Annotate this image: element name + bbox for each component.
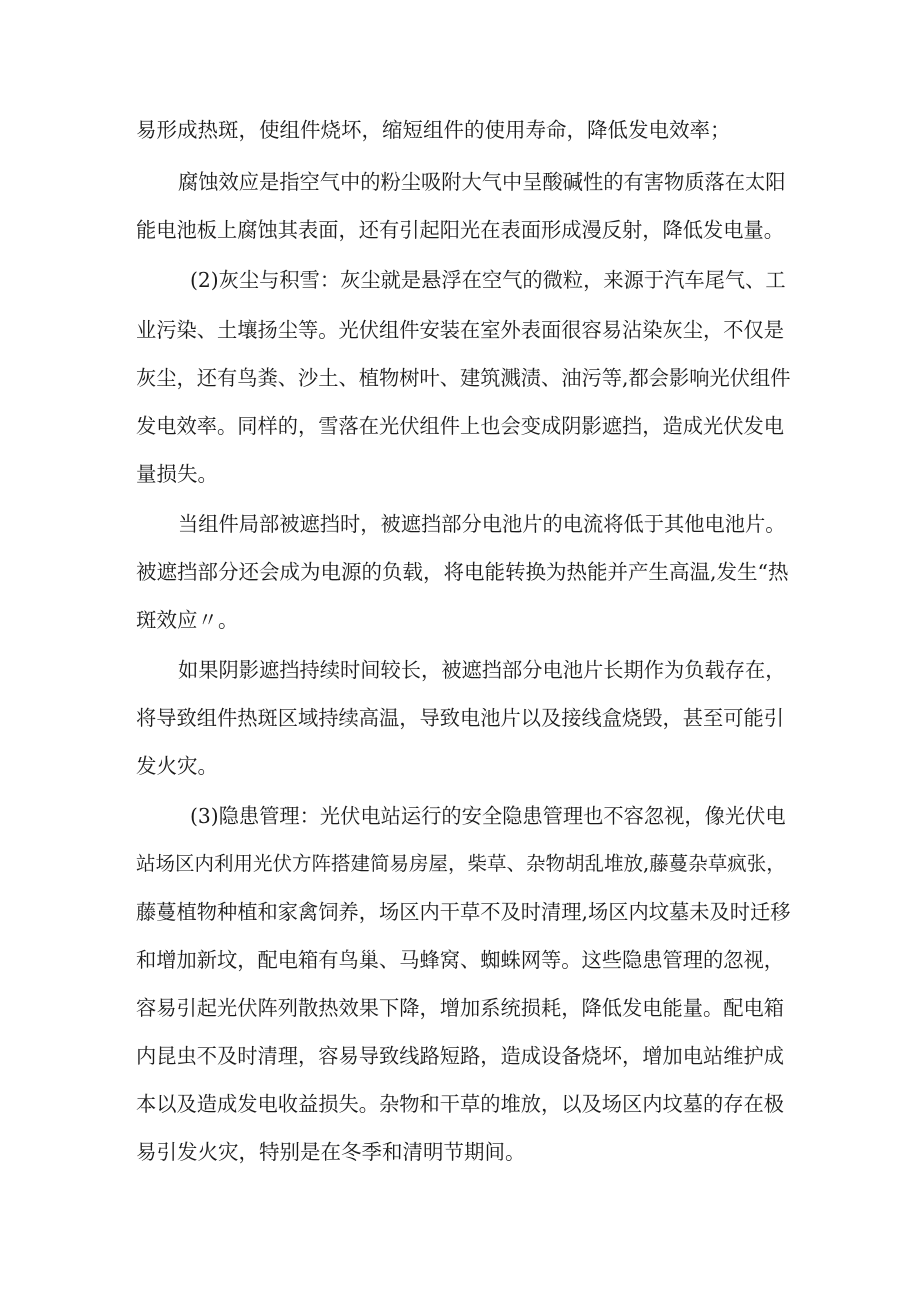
text-line: 容易引起光伏阵列散热效果下降，增加系统损耗，降低发电能量。配电箱 [136,996,785,1020]
text-line: 易引发火灾，特别是在冬季和清明节期间。 [136,1140,526,1164]
text-line: 站场区内利用光伏方阵搭建简易房屋，柴草、杂物胡乱堆放,藤蔓杂草疯张， [136,852,786,875]
text-line: 发火灾。 [136,754,218,778]
text-line: 将导致组件热斑区域持续高温，导致电池片以及接线盒烧毁，甚至可能引 [136,706,785,730]
text-line: 当组件局部被遮挡时，被遮挡部分电池片的电流将低于其他电池片。 [178,512,786,536]
text-line: 发电效率。同样的，雪落在光伏组件上也会变成阴影遮挡，造成光伏发电 [136,414,785,438]
text-line: (3)隐患管理：光伏电站运行的安全隐患管理也不容忽视，像光伏电 [190,804,786,828]
text-line: 如果阴影遮挡持续时间较长，被遮挡部分电池片长期作为负载存在， [178,658,786,682]
text-line: 本以及造成发电收益损失。杂物和干草的堆放，以及场区内坟墓的存在极 [136,1092,785,1116]
text-line: 腐蚀效应是指空气中的粉尘吸附大气中呈酸碱性的有害物质落在太阳 [178,170,786,194]
text-line: 斑效应〃。 [136,608,239,632]
text-line: 业污染、土壤扬尘等。光伏组件安装在室外表面很容易沾染灰尘，不仅是 [136,318,785,342]
text-line: 灰尘，还有鸟粪、沙土、植物树叶、建筑溅渍、油污等,都会影响光伏组件 [136,366,791,390]
text-line: 量损失。 [136,462,218,486]
text-line: 被遮挡部分还会成为电源的负载，将电能转换为热能并产生高温,发生“热 [136,560,789,584]
text-line: 能电池板上腐蚀其表面，还有引起阳光在表面形成漫反射，降低发电量。 [136,218,785,242]
text-line: 藤蔓植物种植和家禽饲养，场区内干草不及时清理,场区内坟墓未及时迁移 [136,900,791,924]
text-line: 内昆虫不及时清理，容易导致线路短路，造成设备烧坏，增加电站维护成 [136,1044,785,1068]
text-line: 和增加新坟，配电箱有鸟巢、马蜂窝、蜘蛛网等。这些隐患管理的忽视， [136,948,785,972]
text-line: (2)灰尘与积雪：灰尘就是悬浮在空气的微粒，来源于汽车尾气、工 [190,268,786,292]
text-line: 易形成热斑，使组件烧坏，缩短组件的使用寿命，降低发电效率； [136,118,731,142]
